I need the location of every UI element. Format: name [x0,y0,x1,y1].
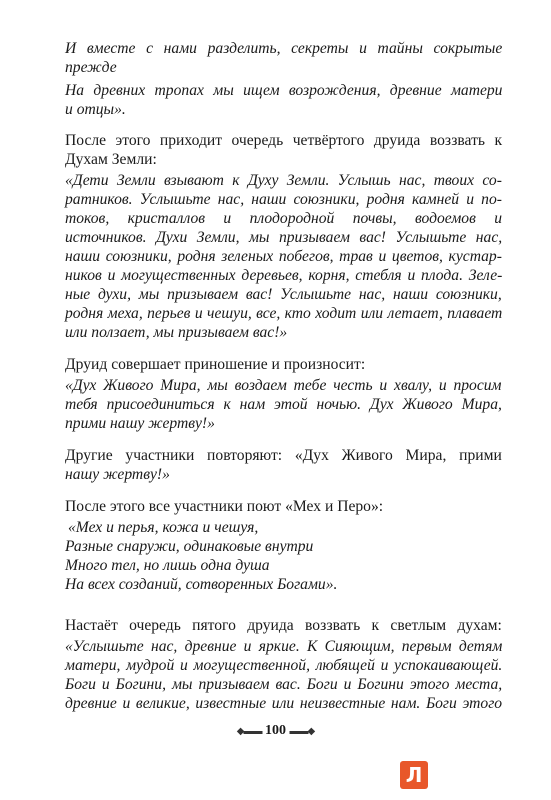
text-line: На всех созданий, сотворенных Богами». [65,576,338,593]
text-line: На древних тропах мы ищем возрождения, древние матери [65,82,503,99]
text-line: ратников. Услышьте нас, наши союзники, родня камней и по- [65,191,502,208]
text-line: Боги и Богини, мы призываем вас. Боги и Богини этого места, [65,676,503,693]
ornament-left-icon: ◆▬▬ [236,726,262,737]
text-line: тебя присоединиться к нам этой ночью. Дух Живого Мира, [65,396,502,413]
text-line: Разные снаружи, одинаковые внутри [65,538,314,555]
text-line: ные духи, мы призываем вас! Услышьте нас, наши союзники, [65,286,502,303]
text-line: «Услышьте нас, древние и яркие. К Сияющим, первым детям [65,638,503,655]
page-footer [0,723,551,739]
text-line: Много тел, но лишь одна душа [65,557,270,574]
text-line: нашу жертву!» [65,466,170,483]
text-line: Друид совершает приношение и произносит: [65,356,366,373]
text-line: прежде [65,59,117,76]
text-line: ников и могущественных деревьев, корня, стебля и плода. Зеле- [65,267,503,284]
text-line: И вместе с нами разделить, секреты и тайны сокрытые [65,40,503,57]
text-line: источников. Духи Земли, мы призываем вас! Услышьте нас, [65,229,503,246]
text-line: токов, кристаллов и плодородной почвы, водоемов и [65,210,503,227]
ornament-right-icon: ▬▬◆ [289,726,315,737]
text-line: и отцы». [65,101,126,118]
text-line: Настаёт очередь пятого друида воззвать к светлым духам: [65,617,502,634]
text-line: родня меха, перьев и чешуи, все, кто ходит или летает, плавает [65,305,503,322]
text-line: прими нашу жертву!» [65,415,215,432]
page-number: 100 [265,723,286,738]
text-line: После этого приходит очередь четвёртого друида воззвать к [65,132,503,149]
text-line: наши союзники, родня зеленых побегов, трав и цветов, кустар- [65,248,502,265]
text-line: Другие участники повторяют: «Дух Живого Мира, прими [65,447,502,464]
text-line: древние и великие, известные или неизвестные нам. Боги этого [65,695,503,712]
litres-logo-icon: Л [400,761,428,789]
text-line: «Дети Земли взывают к Духу Земли. Услышь нас, твоих со- [65,172,502,189]
text-line: Духам Земли: [65,151,157,168]
text-line: или ползает, мы призываем вас!» [65,324,288,341]
text-line: После этого все участники поют «Мех и Перо»: [65,498,384,515]
text-line: матери, мудрой и могущественной, любящей и успокаивающей. [65,657,503,674]
text-line: «Дух Живого Мира, мы воздаем тебе честь и хвалу, и просим [65,377,502,394]
text-line: «Мех и перья, кожа и чешуя, [68,519,259,536]
